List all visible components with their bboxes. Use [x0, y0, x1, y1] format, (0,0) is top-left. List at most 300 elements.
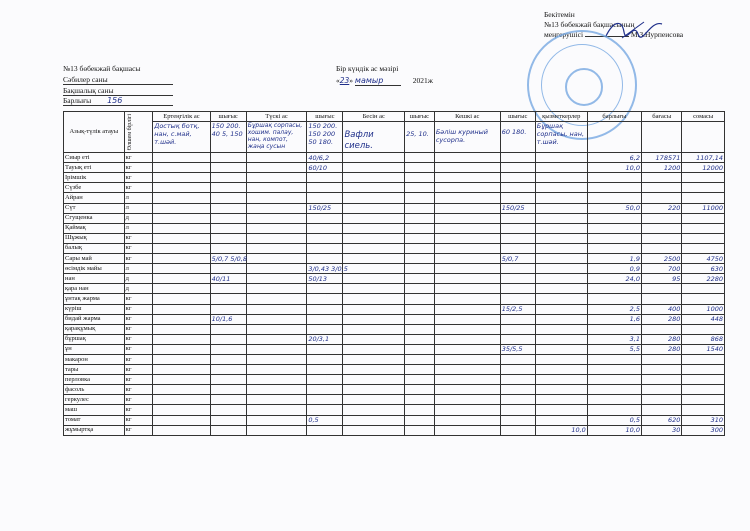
product-name: бидай жарма — [64, 314, 125, 324]
dinner-cell — [434, 395, 500, 405]
needs-out — [535, 365, 587, 375]
sum-value: 12000 — [682, 163, 725, 173]
dinner-cell — [434, 415, 500, 425]
approval-line3: меңгерушісі — [544, 30, 584, 39]
table-row — [64, 365, 725, 375]
table-row — [64, 193, 725, 203]
product-name: Ірімшік — [64, 173, 125, 183]
dinner-cell — [434, 213, 500, 223]
breakfast-out — [210, 415, 246, 425]
total-value — [587, 354, 641, 364]
breakfast-out — [210, 163, 246, 173]
breakfast-cell — [153, 153, 210, 163]
table-row — [64, 243, 725, 253]
price-value — [642, 395, 682, 405]
dinner-out — [500, 183, 535, 193]
snack-cell — [343, 223, 405, 233]
price-value — [642, 405, 682, 415]
sum-value: 448 — [682, 314, 725, 324]
total-value — [587, 213, 641, 223]
total-value — [587, 193, 641, 203]
col-out3: шығыс — [405, 112, 435, 122]
needs-out: 10,0 — [535, 425, 587, 435]
snack-out — [405, 163, 435, 173]
dinner-cell — [434, 314, 500, 324]
dish-needs: Бұршақ сорпасы, нан, т.шәй. — [535, 122, 587, 153]
date-open: « — [336, 76, 340, 85]
lunch-cell — [246, 314, 307, 324]
lunch-out — [307, 233, 343, 243]
product-unit: кг — [124, 395, 153, 405]
product-name: Тауық еті — [64, 163, 125, 173]
dinner-out — [500, 243, 535, 253]
dish-snack: Вафли сиель. — [343, 122, 405, 153]
dinner-out — [500, 223, 535, 233]
breakfast-out — [210, 375, 246, 385]
lunch-cell — [246, 243, 307, 253]
snack-cell — [343, 405, 405, 415]
lunch-out — [307, 385, 343, 395]
lunch-out: 60/10 — [307, 163, 343, 173]
total-value — [587, 375, 641, 385]
snack-cell — [343, 203, 405, 213]
snack-out — [405, 223, 435, 233]
product-name: қарақұмық — [64, 324, 125, 334]
breakfast-out — [210, 304, 246, 314]
lunch-cell — [246, 334, 307, 344]
price-value — [642, 213, 682, 223]
snack-cell — [343, 314, 405, 324]
table-row — [64, 203, 725, 213]
lunch-out: 20/3,1 — [307, 334, 343, 344]
dinner-out — [500, 375, 535, 385]
breakfast-cell — [153, 304, 210, 314]
lunch-cell — [246, 274, 307, 284]
dinner-out — [500, 334, 535, 344]
sum-value: 630 — [682, 264, 725, 274]
col-out1: шығыс — [210, 112, 246, 122]
needs-out — [535, 183, 587, 193]
date-year: 2021ж — [412, 76, 433, 85]
snack-out — [405, 274, 435, 284]
breakfast-cell — [153, 183, 210, 193]
price-value — [642, 294, 682, 304]
snack-cell — [343, 163, 405, 173]
dinner-cell — [434, 203, 500, 213]
dinner-cell — [434, 153, 500, 163]
lunch-cell — [246, 365, 307, 375]
dinner-out — [500, 173, 535, 183]
table-row — [64, 314, 725, 324]
price-value: 1200 — [642, 163, 682, 173]
breakfast-out — [210, 153, 246, 163]
product-name: томат — [64, 415, 125, 425]
total-value: 0,9 — [587, 264, 641, 274]
sum-value — [682, 173, 725, 183]
needs-out — [535, 375, 587, 385]
col-unit-label: Өлшем бірлігі — [126, 113, 133, 151]
product-unit: кг — [124, 425, 153, 435]
lunch-out — [307, 193, 343, 203]
lunch-cell — [246, 425, 307, 435]
breakfast-cell — [153, 163, 210, 173]
col-unit — [124, 112, 153, 153]
breakfast-cell — [153, 243, 210, 253]
sum-value — [682, 385, 725, 395]
dinner-out — [500, 163, 535, 173]
lunch-out: 40/6,2 — [307, 153, 343, 163]
lunch-cell — [246, 415, 307, 425]
lunch-out: 0,5 — [307, 415, 343, 425]
product-unit: кг — [124, 163, 153, 173]
dish-breakfast: Достық ботқ, нан, с.май, т.шәй. — [153, 122, 210, 153]
snack-cell — [343, 233, 405, 243]
snack-cell — [343, 365, 405, 375]
dinner-out — [500, 354, 535, 364]
product-name: қара нан — [64, 284, 125, 294]
dish-breakfast-out: 150 200. 40 5, 150 — [210, 122, 246, 153]
dinner-cell — [434, 334, 500, 344]
col-lunch: Түскі ас — [246, 112, 307, 122]
col-breakfast: Ертеңгілік ас — [153, 112, 210, 122]
dinner-out: 15/2,5 — [500, 304, 535, 314]
breakfast-cell — [153, 284, 210, 294]
lunch-cell — [246, 183, 307, 193]
product-unit: кг — [124, 243, 153, 253]
table-row — [64, 344, 725, 354]
price-value: 400 — [642, 304, 682, 314]
product-rows — [64, 153, 725, 436]
product-unit: кг — [124, 183, 153, 193]
breakfast-cell — [153, 354, 210, 364]
total-value — [587, 395, 641, 405]
snack-out — [405, 183, 435, 193]
snack-out — [405, 153, 435, 163]
product-unit: кг — [124, 153, 153, 163]
product-name: Сиыр еті — [64, 153, 125, 163]
sum-value — [682, 223, 725, 233]
table-row — [64, 294, 725, 304]
snack-out — [405, 334, 435, 344]
sum-value — [682, 294, 725, 304]
table-row — [64, 405, 725, 415]
col-out4: шығыс — [500, 112, 535, 122]
breakfast-cell — [153, 405, 210, 415]
price-value — [642, 233, 682, 243]
price-value: 30 — [642, 425, 682, 435]
table-row — [64, 274, 725, 284]
price-value — [642, 385, 682, 395]
breakfast-cell — [153, 223, 210, 233]
total-value: 1,9 — [587, 254, 641, 264]
lunch-cell — [246, 304, 307, 314]
lunch-cell — [246, 203, 307, 213]
product-name: өсімдік майы — [64, 264, 125, 274]
sum-value — [682, 183, 725, 193]
table-row — [64, 395, 725, 405]
dinner-cell — [434, 193, 500, 203]
dinner-out — [500, 395, 535, 405]
dinner-out — [500, 213, 535, 223]
dinner-cell — [434, 233, 500, 243]
lunch-cell — [246, 344, 307, 354]
lunch-out — [307, 173, 343, 183]
lunch-out — [307, 324, 343, 334]
snack-out — [405, 193, 435, 203]
total-value: 156 — [107, 96, 123, 105]
breakfast-cell — [153, 254, 210, 264]
breakfast-cell — [153, 314, 210, 324]
lunch-out — [307, 304, 343, 314]
price-value: 280 — [642, 334, 682, 344]
product-unit: д — [124, 213, 153, 223]
snack-out — [405, 304, 435, 314]
product-unit: л — [124, 264, 153, 274]
dinner-cell — [434, 385, 500, 395]
snack-cell — [343, 415, 405, 425]
price-value — [642, 375, 682, 385]
snack-cell — [343, 264, 405, 274]
dinner-cell — [434, 354, 500, 364]
dinner-cell — [434, 163, 500, 173]
breakfast-out — [210, 223, 246, 233]
price-value: 700 — [642, 264, 682, 274]
breakfast-cell — [153, 193, 210, 203]
lunch-out — [307, 243, 343, 253]
total-value: 2,5 — [587, 304, 641, 314]
table-row — [64, 324, 725, 334]
approval-name: М.З.Нурпеисова — [630, 30, 684, 39]
sum-value: 1000 — [682, 304, 725, 314]
dinner-cell — [434, 243, 500, 253]
needs-out — [535, 395, 587, 405]
snack-out — [405, 203, 435, 213]
lunch-out — [307, 314, 343, 324]
dish-lunch-out: 150 200. 150 200 50 180. — [307, 122, 343, 153]
product-name: тары — [64, 365, 125, 375]
breakfast-cell — [153, 173, 210, 183]
sum-value — [682, 213, 725, 223]
dinner-cell — [434, 274, 500, 284]
sum-value: 4750 — [682, 254, 725, 264]
breakfast-cell — [153, 375, 210, 385]
snack-cell — [343, 354, 405, 364]
breakfast-cell — [153, 324, 210, 334]
date-close: » — [349, 76, 354, 85]
breakfast-out — [210, 173, 246, 183]
dish-sum — [682, 122, 725, 153]
approval-line2: №13 бөбекжай бақшасының — [544, 20, 635, 29]
snack-cell — [343, 243, 405, 253]
product-unit: кг — [124, 324, 153, 334]
dinner-cell — [434, 344, 500, 354]
sum-value: 300 — [682, 425, 725, 435]
breakfast-out — [210, 294, 246, 304]
col-total: барлығы — [587, 112, 641, 122]
total-row — [63, 96, 173, 106]
lunch-cell — [246, 264, 307, 274]
table-row — [64, 213, 725, 223]
product-unit: кг — [124, 304, 153, 314]
product-name: жұмыртқа — [64, 425, 125, 435]
product-unit: кг — [124, 314, 153, 324]
lunch-cell — [246, 375, 307, 385]
table-row — [64, 385, 725, 395]
breakfast-out — [210, 354, 246, 364]
price-value — [642, 324, 682, 334]
sum-value — [682, 193, 725, 203]
lunch-cell — [246, 385, 307, 395]
snack-cell — [343, 284, 405, 294]
menu-title: Бір күндік ас мәзірі — [336, 64, 399, 73]
sum-value — [682, 284, 725, 294]
dish-snack-out: 25, 10. — [405, 122, 435, 153]
product-name: ұнтақ жарма — [64, 294, 125, 304]
product-unit: кг — [124, 344, 153, 354]
sum-value: 868 — [682, 334, 725, 344]
lunch-out: 3/0,43 3/0,5 — [308, 264, 348, 273]
total-value — [587, 243, 641, 253]
dinner-cell — [434, 324, 500, 334]
price-value: 280 — [642, 344, 682, 354]
breakfast-cell — [153, 264, 210, 274]
total-value: 3,1 — [587, 334, 641, 344]
snack-cell — [343, 274, 405, 284]
dinner-out — [500, 385, 535, 395]
needs-out — [535, 243, 587, 253]
table-row — [64, 183, 725, 193]
sum-value: 11000 — [682, 203, 725, 213]
snack-out — [405, 243, 435, 253]
table-row — [64, 223, 725, 233]
snack-out — [405, 254, 435, 264]
needs-out — [535, 213, 587, 223]
total-value: 10,0 — [587, 425, 641, 435]
snack-cell — [343, 294, 405, 304]
dinner-cell — [434, 284, 500, 294]
total-value — [587, 183, 641, 193]
lunch-cell — [246, 395, 307, 405]
dish-dinner: Бәліш куриный сусорпа. — [434, 122, 500, 153]
lunch-cell — [246, 213, 307, 223]
needs-out — [535, 304, 587, 314]
sum-value: 310 — [682, 415, 725, 425]
product-unit: кг — [124, 233, 153, 243]
breakfast-out — [210, 324, 246, 334]
dinner-out — [500, 193, 535, 203]
snack-cell — [343, 425, 405, 435]
breakfast-out — [210, 344, 246, 354]
total-value: 10,0 — [587, 163, 641, 173]
breakfast-out: 5/0,7 5/0,8 — [211, 254, 248, 263]
lunch-out — [307, 425, 343, 435]
product-name: балық — [64, 243, 125, 253]
table-row — [64, 173, 725, 183]
lunch-out — [307, 375, 343, 385]
table-row — [64, 153, 725, 163]
sum-value — [682, 375, 725, 385]
breakfast-out — [210, 233, 246, 243]
sum-value: 1107,14 — [682, 153, 725, 163]
snack-cell — [343, 324, 405, 334]
breakfast-cell — [153, 294, 210, 304]
breakfast-cell — [153, 203, 210, 213]
snack-out — [405, 294, 435, 304]
product-name: Айран — [64, 193, 125, 203]
breakfast-cell — [153, 334, 210, 344]
total-value — [587, 173, 641, 183]
product-name: макарон — [64, 354, 125, 364]
lunch-cell — [246, 284, 307, 294]
lunch-out — [307, 183, 343, 193]
dinner-cell — [434, 223, 500, 233]
table-row — [64, 254, 725, 264]
needs-out — [535, 264, 587, 274]
breakfast-cell — [153, 344, 210, 354]
snack-cell — [343, 254, 405, 264]
needs-out — [535, 274, 587, 284]
menu-table — [63, 111, 725, 436]
lunch-out — [307, 395, 343, 405]
product-name: Шұжық — [64, 233, 125, 243]
product-unit: л — [124, 223, 153, 233]
needs-out — [535, 324, 587, 334]
lunch-out — [307, 365, 343, 375]
breakfast-cell — [153, 425, 210, 435]
product-name: нан — [64, 274, 125, 284]
snack-out — [405, 324, 435, 334]
product-unit: л — [124, 203, 153, 213]
snack-out — [405, 385, 435, 395]
needs-out — [535, 173, 587, 183]
lunch-cell — [246, 324, 307, 334]
needs-out — [535, 344, 587, 354]
snack-out — [405, 213, 435, 223]
dinner-cell — [434, 294, 500, 304]
dinner-out — [500, 294, 535, 304]
sum-value: 1540 — [682, 344, 725, 354]
snack-out — [405, 415, 435, 425]
total-value: 1,6 — [587, 314, 641, 324]
breakfast-out — [210, 425, 246, 435]
price-value — [642, 223, 682, 233]
breakfast-out: 40/11 — [210, 274, 246, 284]
dinner-cell — [434, 173, 500, 183]
dinner-cell — [434, 264, 500, 274]
product-unit: кг — [124, 365, 153, 375]
price-value: 95 — [642, 274, 682, 284]
breakfast-out: 10/1,6 — [210, 314, 246, 324]
col-needs: қызметкерлер — [535, 112, 587, 122]
product-unit: кг — [124, 294, 153, 304]
table-row — [64, 163, 725, 173]
needs-out — [535, 163, 587, 173]
needs-out — [535, 334, 587, 344]
product-name: Қаймақ — [64, 223, 125, 233]
dinner-cell — [434, 425, 500, 435]
breakfast-cell — [153, 415, 210, 425]
breakfast-out — [210, 385, 246, 395]
dinner-out — [500, 314, 535, 324]
product-name: күріш — [64, 304, 125, 314]
breakfast-cell — [153, 385, 210, 395]
kids-count-label: Бақшалық саны — [63, 86, 173, 96]
lunch-out: 150/25 — [307, 203, 343, 213]
lunch-cell — [246, 294, 307, 304]
menu-date — [336, 76, 433, 86]
snack-cell — [343, 344, 405, 354]
price-value — [642, 365, 682, 375]
